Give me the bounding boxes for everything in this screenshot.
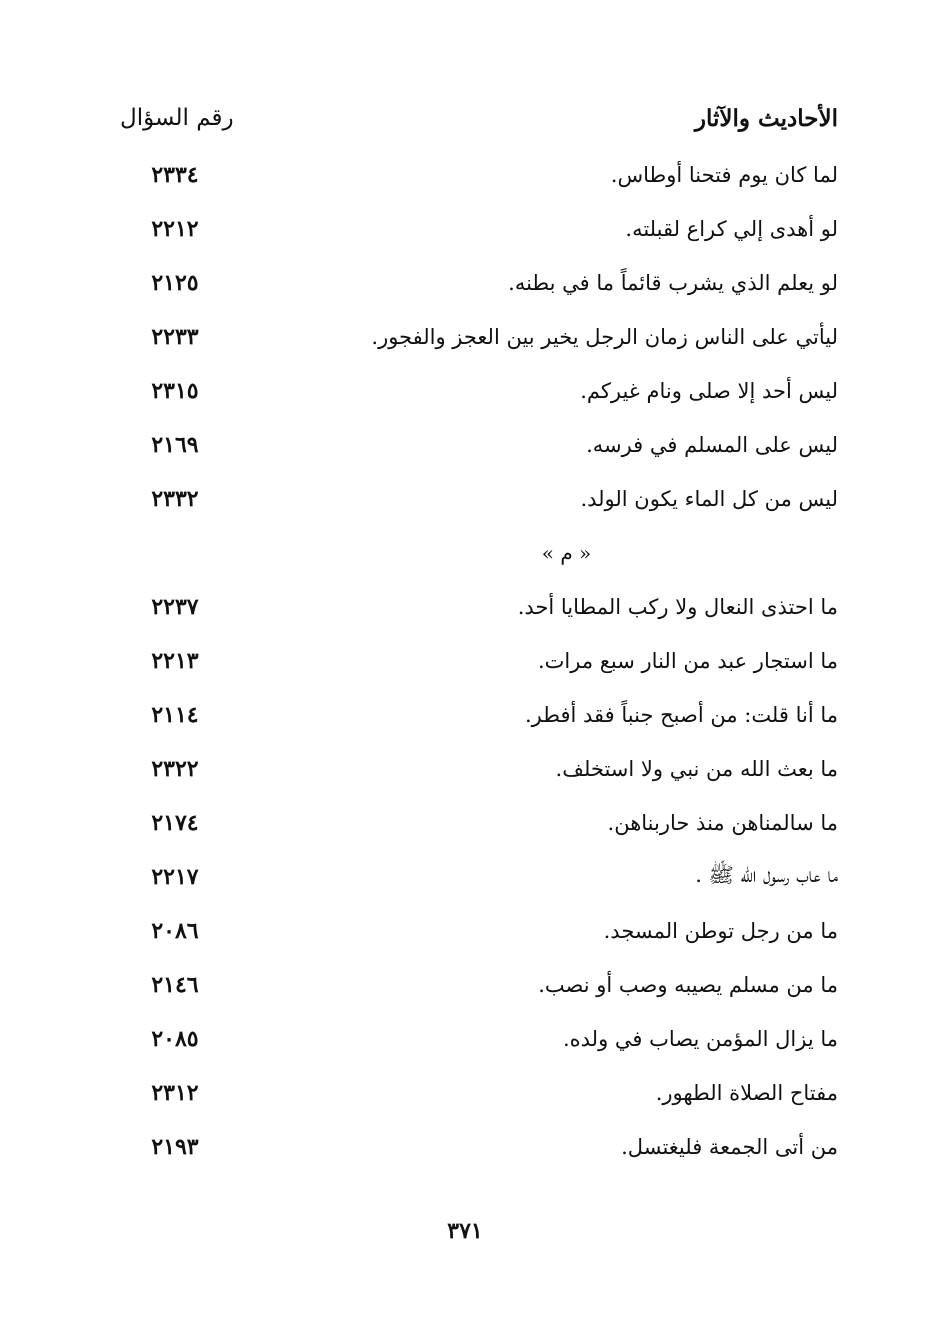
hadith-text: ما أنا قلت: من أصبح جنباً فقد أفطر.: [524, 703, 838, 727]
question-number: ٢٠٨٦: [151, 918, 199, 944]
index-row: [120, 796, 838, 850]
index-row: [120, 904, 838, 958]
question-number: ٢٢٣٧: [151, 594, 199, 620]
hadith-text: ليأتي على الناس زمان الرجل يخير بين العجز والفجور.: [371, 325, 838, 349]
index-row: [120, 1012, 838, 1066]
question-number: ٢٢٣٣: [151, 324, 199, 350]
number-column-heading: رقم السؤال: [120, 105, 234, 131]
index-row: [120, 1120, 838, 1174]
question-number: ٢٢١٣: [151, 648, 199, 674]
index-row: [120, 148, 838, 202]
index-row: [120, 580, 838, 634]
hadith-text: من أتى الجمعة فليغتسل.: [621, 1135, 838, 1159]
hadith-text: ما سالمناهن منذ حاربناهن.: [607, 811, 838, 835]
index-row: [120, 472, 838, 526]
question-number: ٢١٦٩: [151, 432, 199, 458]
index-header: [120, 98, 838, 138]
hadith-text: ما من مسلم يصيبه وصب أو نصب.: [538, 973, 838, 997]
index-row: [120, 310, 838, 364]
question-number: ٢١١٤: [151, 702, 199, 728]
index-entries: [120, 148, 838, 1174]
index-row: [120, 256, 838, 310]
hadith-column-heading: الأحاديث والآثار: [694, 104, 838, 132]
question-number: ٢٣٣٢: [151, 486, 199, 512]
question-number: ٢١٤٦: [151, 972, 199, 998]
index-row: [120, 418, 838, 472]
question-number: ٢١٢٥: [151, 270, 199, 296]
index-row: [120, 634, 838, 688]
index-row: [120, 202, 838, 256]
question-number: ٢٣٣٤: [151, 162, 199, 188]
hadith-text: مفتاح الصلاة الطهور.: [655, 1081, 838, 1105]
hadith-text: ما يزال المؤمن يصاب في ولده.: [562, 1027, 838, 1051]
question-number: ٢٢١٢: [151, 216, 199, 242]
hadith-text: لما كان يوم فتحنا أوطاس.: [610, 163, 838, 187]
index-row: [120, 850, 838, 904]
index-row: [120, 958, 838, 1012]
question-number: ٢٢١٧: [151, 864, 199, 890]
hadith-text: لو يعلم الذي يشرب قائماً ما في بطنه.: [508, 271, 838, 295]
hadith-text: ما من رجل توطن المسجد.: [603, 919, 838, 943]
hadith-text: ما بعث الله من نبي ولا استخلف.: [555, 757, 838, 781]
index-row: [120, 688, 838, 742]
index-row: [120, 364, 838, 418]
question-number: ٢٠٨٥: [151, 1026, 199, 1052]
hadith-text: ما استجار عبد من النار سبع مرات.: [537, 649, 838, 673]
question-number: ٢٣١٥: [151, 378, 199, 404]
question-number: ٢١٩٣: [151, 1134, 199, 1160]
hadith-text: ليس على المسلم في فرسه.: [586, 433, 838, 457]
question-number: ٢٣١٢: [151, 1080, 199, 1106]
hadith-text: ما عاب رسول الله ﷺ .: [695, 862, 838, 887]
hadith-text: لو أهدى إلي كراع لقبلته.: [625, 217, 838, 241]
page-number: ٣٧١: [447, 1218, 483, 1244]
hadith-text: ليس من كل الماء يكون الولد.: [580, 487, 838, 511]
hadith-text: ليس أحد إلا صلى ونام غيركم.: [580, 379, 838, 403]
question-number: ٢١٧٤: [151, 810, 199, 836]
index-row: [120, 1066, 838, 1120]
question-number: ٢٣٢٢: [151, 756, 199, 782]
section-heading-mim: [120, 526, 838, 580]
index-row: [120, 742, 838, 796]
hadith-text: ما احتذى النعال ولا ركب المطايا أحد.: [517, 595, 838, 619]
section-heading-text: « م »: [541, 541, 592, 565]
